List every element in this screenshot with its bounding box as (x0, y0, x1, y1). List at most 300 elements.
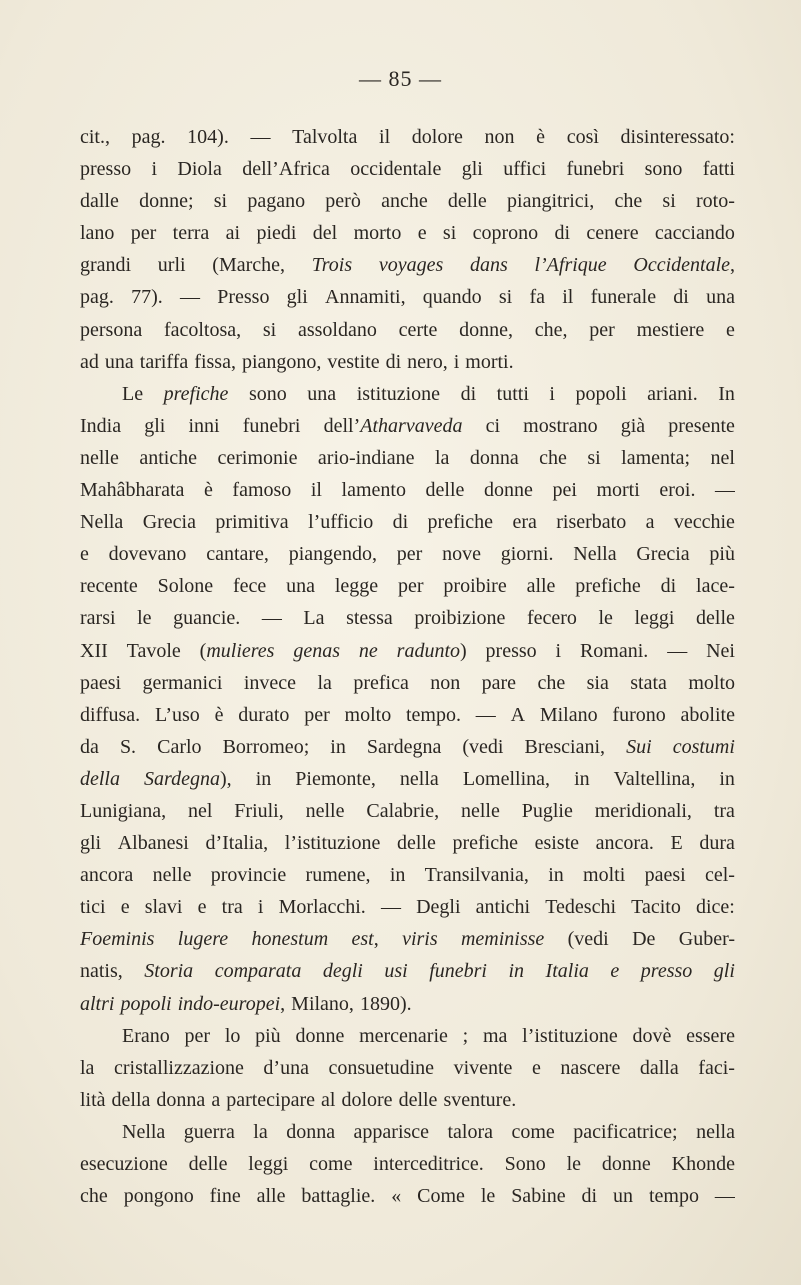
text-run: una (286, 575, 316, 598)
word (80, 314, 142, 346)
word (418, 217, 427, 249)
word (399, 314, 438, 346)
word (473, 217, 539, 249)
word (718, 378, 735, 410)
text-run: S. (119, 735, 137, 758)
text-run: dura (699, 832, 735, 855)
text-run: — (180, 286, 200, 309)
word (575, 570, 641, 602)
word (255, 1020, 281, 1052)
text-run: stata (630, 671, 667, 694)
word (114, 1052, 244, 1084)
word (386, 346, 402, 378)
text-run: presso (485, 639, 537, 662)
word (211, 1084, 220, 1116)
word (157, 731, 201, 763)
word (329, 1052, 435, 1084)
text-run: Valtellina, (613, 767, 696, 790)
word (243, 410, 301, 442)
word (226, 1084, 315, 1116)
text-run: in (574, 767, 590, 790)
text-run: donna (156, 1088, 206, 1111)
word (539, 442, 567, 474)
text-run: del (312, 222, 338, 245)
text-run: ci (485, 414, 501, 437)
italic-text: honestum (251, 928, 329, 951)
text-run: per (304, 703, 330, 726)
word (574, 763, 590, 795)
text-run: i (151, 158, 158, 181)
text-run: La (303, 607, 325, 630)
word (379, 249, 443, 281)
text-run: Come (417, 1185, 465, 1208)
text-run: Le (122, 382, 144, 405)
word (80, 667, 121, 699)
word (151, 153, 157, 185)
text-run: gli (286, 286, 308, 309)
text-run: tariffa (139, 350, 189, 373)
text-run: — (715, 479, 735, 502)
word (637, 314, 705, 346)
word (139, 185, 193, 217)
word (696, 570, 735, 602)
text-run: nelle (460, 799, 500, 822)
word (80, 442, 119, 474)
word (131, 217, 157, 249)
word (285, 827, 381, 859)
page-number: — 85 — (359, 66, 442, 91)
word (503, 153, 546, 185)
word (308, 506, 373, 538)
word (681, 699, 735, 731)
word (342, 474, 406, 506)
word (645, 153, 683, 185)
italic-text: voyages (378, 254, 444, 277)
text-run: Erano (122, 1024, 170, 1047)
text-run: i (453, 350, 460, 373)
word (448, 185, 487, 217)
text-run: Transilvania, (424, 864, 529, 887)
word (462, 153, 483, 185)
text-run: l’istituzione (284, 832, 381, 855)
text-line (80, 1020, 735, 1052)
text-run: non (430, 671, 461, 694)
word (80, 988, 114, 1020)
text-run: Bresciani, (524, 735, 606, 758)
word (131, 281, 163, 313)
text-run: ), (219, 767, 232, 790)
text-run: coprono (472, 222, 539, 245)
text-run: (Marche, (212, 254, 286, 277)
word (679, 923, 735, 955)
word (476, 699, 496, 731)
italic-text: degli (322, 960, 363, 983)
text-run: sia (586, 671, 609, 694)
text-line (80, 1180, 735, 1212)
word (132, 121, 166, 153)
word (345, 699, 392, 731)
word (649, 1180, 699, 1212)
word (443, 217, 456, 249)
word (631, 891, 681, 923)
word (353, 667, 409, 699)
text-run: nel (710, 446, 735, 469)
text-run: però (325, 190, 361, 213)
text-run: ma (482, 1024, 508, 1047)
text-line (80, 378, 735, 410)
text-run: Sono (504, 1153, 546, 1175)
text-run: Grecia (142, 511, 196, 534)
text-run: terra (172, 222, 210, 245)
text-run: nelle (305, 799, 345, 822)
text-run: dice: (696, 896, 735, 919)
word (632, 923, 655, 955)
word (459, 314, 513, 346)
text-run: Piemonte, (295, 767, 376, 790)
word (257, 1180, 286, 1212)
text-run: il (379, 126, 391, 148)
text-run: disinteressato: (620, 126, 735, 148)
text-line (80, 699, 735, 731)
word (140, 346, 189, 378)
word (632, 1020, 671, 1052)
text-run: dolore (411, 126, 463, 148)
word (144, 763, 232, 795)
word (313, 217, 337, 249)
text-run: De (632, 928, 656, 951)
text-run: si (442, 222, 457, 245)
text-run: della (111, 1088, 151, 1111)
word (497, 378, 529, 410)
text-run: di (460, 382, 477, 405)
text-run: per (396, 543, 423, 566)
text-run: funebri (242, 414, 301, 437)
word (178, 988, 286, 1020)
word (462, 731, 503, 763)
word (548, 859, 564, 891)
text-line (80, 506, 735, 538)
text-run: , (373, 928, 379, 951)
text-run: ancora (80, 864, 134, 887)
italic-text: Italia (545, 960, 589, 983)
text-run: invece (243, 671, 297, 694)
text-run: L’uso (154, 703, 200, 726)
word (527, 602, 577, 634)
text-run: pei (552, 479, 577, 502)
text-run: alle (256, 1185, 286, 1208)
text-run: certe (398, 318, 438, 341)
text-run: tra (221, 896, 243, 919)
text-run: famoso (232, 479, 292, 502)
word (703, 153, 735, 185)
word (346, 602, 393, 634)
italic-text: Trois (311, 254, 353, 277)
word (393, 506, 409, 538)
text-run: — (667, 639, 688, 662)
text-run: Lomellina, (462, 767, 551, 790)
word (189, 1148, 228, 1180)
word (80, 602, 116, 634)
text-run: — (261, 607, 282, 630)
word (381, 891, 401, 923)
word (357, 378, 440, 410)
text-run: pongono (123, 1185, 194, 1208)
text-run: Friuli, (234, 799, 284, 822)
text-run: Milano (539, 703, 598, 726)
word (715, 474, 735, 506)
text-run: — (380, 896, 401, 919)
text-run: nel (187, 799, 213, 822)
italic-text: ne (358, 639, 378, 662)
word (250, 121, 270, 153)
text-run: lace- (696, 575, 735, 598)
word (573, 538, 616, 570)
word (688, 667, 735, 699)
text-run: leggi (634, 607, 675, 630)
word (211, 859, 287, 891)
text-line (80, 346, 735, 378)
text-run: e (531, 1056, 541, 1079)
word (309, 1148, 352, 1180)
word (80, 731, 99, 763)
word (612, 699, 665, 731)
word (242, 346, 321, 378)
word (391, 1180, 401, 1212)
word (705, 859, 735, 891)
word (253, 1116, 267, 1148)
text-run: delle (398, 1088, 438, 1111)
text-run: come (309, 1153, 353, 1175)
text-line (80, 121, 735, 153)
text-run: cacciando (654, 222, 735, 245)
text-run: Diola (177, 158, 222, 181)
word (381, 185, 428, 217)
italic-text: e (610, 960, 620, 983)
text-run: eroi. (659, 479, 696, 502)
text-run: dell’Africa (242, 158, 330, 181)
word (402, 923, 438, 955)
text-run: i (555, 639, 562, 662)
word (139, 442, 197, 474)
word (324, 410, 463, 442)
text-run: le (137, 607, 152, 630)
text-run: proibire (443, 575, 507, 598)
text-run: si (587, 446, 601, 469)
word (187, 121, 229, 153)
text-run: che, (534, 318, 568, 341)
text-run: ) (460, 639, 467, 662)
text-run: che (537, 671, 566, 694)
word (529, 281, 545, 313)
text-run: a (645, 511, 655, 534)
text-run: una (104, 350, 134, 373)
text-run: Talvolta (292, 126, 358, 148)
word (80, 217, 114, 249)
text-run: tempo. (406, 703, 461, 726)
italic-text: altri (80, 992, 115, 1015)
word (714, 955, 735, 987)
word (80, 1148, 168, 1180)
word (214, 185, 227, 217)
word (633, 249, 735, 281)
text-line (80, 249, 735, 281)
word (80, 699, 140, 731)
text-run: fine (209, 1185, 241, 1208)
word (505, 1148, 546, 1180)
word (350, 153, 441, 185)
text-run: sventure. (443, 1088, 517, 1111)
text-run: si (262, 318, 277, 341)
text-line (80, 635, 735, 667)
word (210, 1180, 241, 1212)
text-run: morti (596, 479, 640, 502)
word (80, 1052, 94, 1084)
text-run: paesi (644, 864, 686, 887)
word (582, 1180, 598, 1212)
word (486, 635, 537, 667)
body-text (80, 121, 735, 1212)
text-run: di (660, 575, 677, 598)
text-run: Nella (122, 1120, 166, 1143)
word (258, 891, 264, 923)
word (359, 635, 378, 667)
word (562, 281, 573, 313)
word (188, 795, 212, 827)
word (164, 314, 241, 346)
text-run: come (511, 1120, 555, 1143)
text-run: un (613, 1185, 634, 1208)
italic-text: funebri (429, 960, 487, 983)
word (143, 667, 223, 699)
text-run: pare (481, 671, 517, 694)
text-run: ( (199, 639, 207, 662)
text-run: esecuzione (80, 1153, 168, 1175)
word (726, 314, 735, 346)
text-line (80, 602, 735, 634)
word (417, 1180, 465, 1212)
word (400, 763, 439, 795)
text-run: rarsi (80, 607, 116, 630)
text-run: E (670, 832, 683, 855)
text-run: presente (668, 414, 735, 437)
text-run: pag. (80, 286, 114, 309)
word (671, 827, 683, 859)
text-run: Milano, (291, 992, 354, 1015)
text-run: una (706, 286, 735, 309)
text-run: è (214, 703, 224, 726)
word (614, 763, 696, 795)
word (621, 410, 645, 442)
italic-text: della (80, 767, 120, 790)
word (137, 602, 151, 634)
text-run: più (709, 543, 735, 566)
word (545, 891, 616, 923)
text-run: Grecia (636, 543, 690, 566)
text-run: stessa (346, 607, 393, 630)
text-run: pag. (131, 126, 166, 148)
text-run: — (475, 703, 496, 726)
text-run: donne (295, 1024, 345, 1047)
word (80, 859, 133, 891)
word (535, 827, 579, 859)
word (626, 731, 652, 763)
text-run: lano (80, 222, 115, 245)
text-run: mestiere (636, 318, 705, 341)
text-run: talora (447, 1120, 494, 1143)
text-run: meridionali, (594, 799, 692, 822)
text-run: battaglie. (301, 1185, 376, 1208)
word (583, 859, 625, 891)
text-run: leggi (248, 1153, 289, 1175)
text-run: antichi (475, 896, 531, 919)
word (586, 217, 638, 249)
word (80, 121, 110, 153)
word (537, 667, 565, 699)
text-run: 1890). (359, 992, 412, 1015)
word (384, 955, 407, 987)
word (122, 1020, 170, 1052)
text-run: lamenta; (621, 446, 691, 469)
word (80, 1180, 108, 1212)
text-run: così (566, 126, 599, 148)
word (476, 891, 530, 923)
word (263, 1052, 309, 1084)
text-run: (vedi (462, 735, 504, 758)
word (289, 538, 377, 570)
word (540, 699, 598, 731)
text-line (80, 827, 735, 859)
word (435, 442, 449, 474)
word (522, 795, 573, 827)
word (124, 1180, 194, 1212)
word (667, 635, 687, 667)
word (610, 955, 619, 987)
word (672, 1148, 735, 1180)
text-run: prefica (353, 671, 409, 694)
text-run: Solone (157, 575, 214, 598)
word (406, 699, 461, 731)
text-run: fecero (526, 607, 577, 630)
text-run: Romani. (579, 639, 649, 662)
text-run: che (80, 1185, 108, 1208)
word (318, 442, 415, 474)
text-run: tempo (648, 1185, 699, 1208)
text-run: guerra (183, 1120, 235, 1143)
word (560, 1052, 620, 1084)
word (426, 474, 465, 506)
word (523, 410, 597, 442)
word (715, 1180, 735, 1212)
word (416, 891, 460, 923)
word (580, 635, 648, 667)
italic-text: usi (384, 960, 408, 983)
word (145, 891, 183, 923)
text-run: funerale (590, 286, 657, 309)
text-run: Nella (573, 543, 617, 566)
text-run: la (253, 1120, 268, 1143)
text-run: in (330, 735, 346, 758)
text-run: si (498, 286, 513, 309)
word (292, 121, 357, 153)
word (398, 570, 424, 602)
word (226, 217, 240, 249)
word (80, 763, 120, 795)
text-line (80, 153, 735, 185)
text-run: uffici (503, 158, 547, 181)
italic-text: l’Afrique (534, 254, 607, 277)
italic-text: in (508, 960, 525, 983)
italic-text: mulieres (206, 639, 275, 662)
